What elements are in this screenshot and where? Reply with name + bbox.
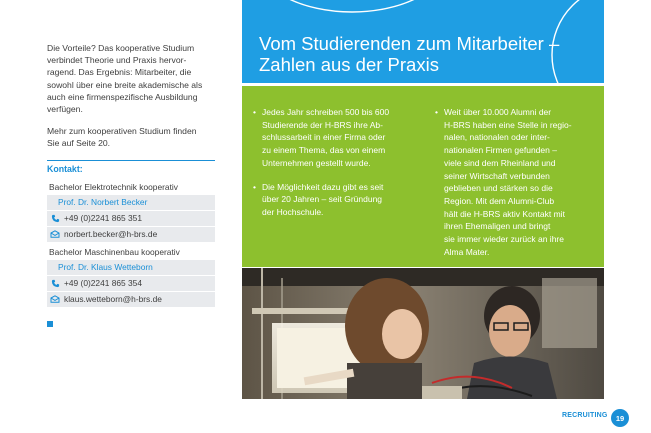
left-column xyxy=(47,42,215,327)
phone-number[interactable]: +49 (0)2241 865 351 xyxy=(64,213,143,224)
lab-scene-illustration xyxy=(242,268,604,399)
text-line: zu einem Thema, das von einem xyxy=(262,145,386,156)
title-line: Zahlen aus der Praxis xyxy=(259,53,439,75)
contact-entry xyxy=(47,244,215,307)
phone-icon xyxy=(48,279,62,288)
bullet-marker: • xyxy=(253,181,256,192)
fact-item xyxy=(253,181,408,219)
contact-email-row[interactable] xyxy=(47,292,215,307)
email-icon xyxy=(48,230,62,238)
text-line: viele sind dem Rheinland und xyxy=(444,157,556,168)
text-line: Unternehmen gestellt wurde. xyxy=(262,157,371,168)
lab-photo xyxy=(242,268,604,399)
text-line: sie immer wieder zurück an ihre xyxy=(444,234,564,245)
text-line: der Hochschule. xyxy=(262,206,324,217)
end-mark xyxy=(47,321,53,327)
intro-paragraph-2 xyxy=(47,125,215,149)
text-line: Weit über 10.000 Alumni der xyxy=(444,107,552,117)
text-line: über 20 Jahren – seit Gründung xyxy=(262,194,383,205)
contact-heading: Kontakt: xyxy=(47,163,83,174)
text-line: H-BRS haben eine Stelle in regio- xyxy=(444,119,572,130)
text-line: seiner Wirtschaft verbunden xyxy=(444,170,550,181)
bullet-marker: • xyxy=(253,107,256,117)
text-line: Studierende der H-BRS ihre Ab- xyxy=(262,119,383,130)
phone-number[interactable]: +49 (0)2241 865 354 xyxy=(64,278,143,289)
divider xyxy=(47,160,215,161)
text-line: ihren Ehemaligen und bringt xyxy=(444,221,551,232)
fact-item xyxy=(253,106,408,170)
text-line: Die Vorteile? Das kooperative Studium xyxy=(47,43,195,53)
text-line: schlussarbeit in einer Firma oder xyxy=(262,132,386,143)
text-line: Mehr zum kooperativen Studium finden xyxy=(47,126,197,137)
text-line: verfügen. xyxy=(47,104,83,115)
text-line: Jedes Jahr schreiben 500 bis 600 xyxy=(262,107,390,117)
contact-phone-row[interactable] xyxy=(47,211,215,226)
intro-text xyxy=(47,42,215,150)
email-address[interactable]: norbert.becker@h-brs.de xyxy=(64,229,158,240)
page-title xyxy=(259,34,559,75)
facts-panel xyxy=(242,86,604,267)
text-line: sowohl über eine breite akademische als xyxy=(47,79,203,90)
department-label: Bachelor Elektrotechnik kooperativ xyxy=(49,181,178,192)
text-line: geblieben und stärken so die xyxy=(444,183,553,194)
text-line: Alma Mater. xyxy=(444,246,490,257)
text-line: nationalen Firmen gefunden – xyxy=(444,145,557,156)
text-line: nalen, nationalen oder inter- xyxy=(444,132,550,143)
text-line: Sie auf Seite 20. xyxy=(47,138,111,149)
section-label: RECRUITING xyxy=(562,412,608,419)
contact-entry xyxy=(47,179,215,242)
email-icon xyxy=(48,295,62,303)
text-line: Die Möglichkeit dazu gibt es seit xyxy=(262,181,384,192)
email-address[interactable]: klaus.wetteborn@h-brs.de xyxy=(64,294,162,305)
contact-phone-row[interactable] xyxy=(47,276,215,291)
intro-paragraph-1 xyxy=(47,42,215,115)
text-line: verbindet Theorie und Praxis hervor- xyxy=(47,55,187,66)
contact-name: Prof. Dr. Norbert Becker xyxy=(58,197,148,208)
bullet-marker: • xyxy=(435,107,438,117)
contact-name-row xyxy=(47,195,215,210)
text-line: auch eine firmenspezifische Ausbildung xyxy=(47,91,198,102)
facts-column-left xyxy=(253,106,408,230)
department-label: Bachelor Maschinenbau kooperativ xyxy=(49,246,180,257)
headline-panel xyxy=(242,0,604,83)
phone-icon xyxy=(48,214,62,223)
contact-name: Prof. Dr. Klaus Wetteborn xyxy=(58,262,153,273)
title-line: Vom Studierenden zum Mitarbeiter – xyxy=(259,33,560,54)
page-number: 19 xyxy=(611,409,629,427)
facts-column-right xyxy=(435,106,593,269)
text-line: hält die H-BRS aktiv Kontakt mit xyxy=(444,208,565,219)
fact-item xyxy=(435,106,593,258)
contact-name-row xyxy=(47,260,215,275)
text-line: ragend. Das Ergebnis: Mitarbeiter, die xyxy=(47,67,192,78)
text-line: Region. Mit dem Alumni-Club xyxy=(444,195,555,206)
contact-email-row[interactable] xyxy=(47,227,215,242)
